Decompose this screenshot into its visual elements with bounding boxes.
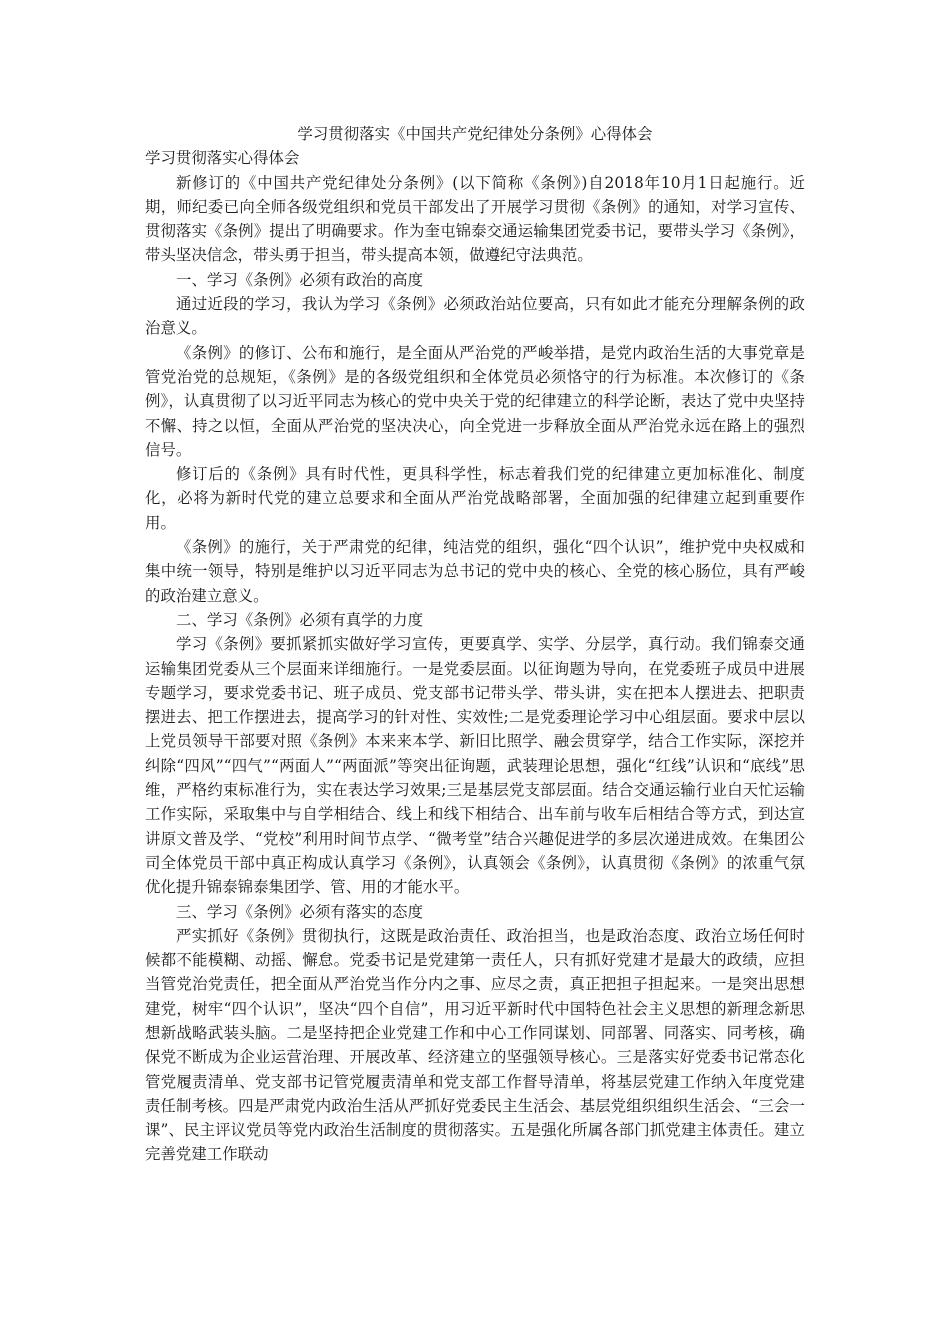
section-heading-2: 二、学习《条例》必须有真学的力度 xyxy=(176,610,424,629)
section-heading-3: 三、学习《条例》必须有落实的态度 xyxy=(176,902,424,921)
section-1-paragraph-3: 修订后的《条例》具有时代性，更具科学性，标志着我们党的纪律建立更加标准化、制度化，必将为新时代党的建立总要求和全面从严治党战略部署，全面加强的纪律建立起到重要作用。 xyxy=(145,465,805,532)
section-heading-1: 一、学习《条例》必须有政治的高度 xyxy=(176,270,424,289)
section-1-paragraph-1: 通过近段的学习，我认为学习《条例》必须政治站位要高，只有如此才能充分理解条例的政治意义。 xyxy=(145,295,805,338)
section-2-paragraph-1: 学习《条例》要抓紧抓实做好学习宣传，更要真学、实学、分层学，真行动。我们锦泰交通运输集团党委从三个层面来详细施行。一是党委层面。以征询题为导向，在党委班子成员中进展专题学习，要求党委书记、班子成员、党支部书记带头学、带头讲，实在把本人摆进去、把职责摆进去、把工作摆进去，提高学习的针对性、实效性;二是党委理论学习中心组层面。要求中层以上党员领导干部要对照《条例》本来来本学、新旧比照学、融会贯穿学，结合工作实际，深挖并纠除“四风”“四气”“两面人”“两面派”等突出征询题，武装理论思想，强化“红线”认识和“底线”思维，严格约束标准行为，实在表达学习效果;三是基层党支部层面。结合交通运输行业白天忙运输工作实际，采取集中与自学相结合、线上和线下相结合、出车前与收车后相结合等方式，到达宣讲原文普及学、“党校”利用时间节点学、“微考堂”结合兴趣促进学的多层次递进成效。在集团公司全体党员干部中真正构成认真学习《条例》，认真领会《条例》，认真贯彻《条例》的浓重气氛优化提升锦泰锦泰集团学、管、用的才能水平。 xyxy=(145,635,805,897)
document-subtitle: 学习贯彻落实心得体会 xyxy=(145,149,300,168)
document-body xyxy=(145,122,805,1167)
intro-paragraph: 新修订的《中国共产党纪律处分条例》(以下简称《条例》)自2018年10月1日起施行。近期，师纪委已向全师各级党组织和党员干部发出了开展学习贯彻《条例》的通知，对学习宣传、贯彻落实《条例》提出了明确要求。作为奎屯锦泰交通运输集团党委书记，要带头学习《条例》，带头坚决信念，带头勇于担当，带头提高本领，做遵纪守法典范。 xyxy=(145,173,805,265)
section-3-paragraph-1: 严实抓好《条例》贯彻执行，这既是政治责任、政治担当，也是政治态度、政治立场任何时候都不能模糊、动摇、懈怠。党委书记是党建第一责任人，只有抓好党建才是最大的政绩，应担当管党治党责任，把全面从严治党当作分内之事、应尽之责，真正把担子担起来。一是突出思想建党，树牢“四个认识”，坚决“四个自信”，用习近平新时代中国特色社会主义思想的新理念新思想新战略武装头脑。二是坚持把企业党建工作和中心工作同谋划、同部署、同落实、同考核，确保党不断成为企业运营治理、开展改革、经济建立的坚强领导核心。三是落实好党委书记常态化管党履责清单、党支部书记管党履责清单和党支部工作督导清单，将基层党建工作纳入年度党建责任制考核。四是严肃党内政治生活从严抓好党委民主生活会、基层党组织组织生活会、“三会一课”、民主评议党员等党内政治生活制度的贯彻落实。五是强化所属各部门抓党建主体责任。建立完善党建工作联动 xyxy=(145,926,805,1164)
section-1-paragraph-4: 《条例》的施行，关于严肃党的纪律，纯洁党的组织，强化“四个认识”，维护党中央权威和集中统一领导，特别是维护以习近平同志为总书记的党中央的核心、全党的核心肠位，具有严峻的政治建立意义。 xyxy=(145,538,805,605)
section-1-paragraph-2: 《条例》的修订、公布和施行，是全面从严治党的严峻举措，是党内政治生活的大事党章是管党治党的总规矩，《条例》是的各级党组织和全体党员必须恪守的行为标准。本次修订的《条例》，认真贯彻了以习近平同志为核心的党中央关于党的纪律建立的科学论断，表达了党中央坚持不懈、持之以恒，全面从严治党的坚决决心，向全党进一步释放全面从严治党永远在路上的强烈信号。 xyxy=(145,343,805,459)
document-title: 学习贯彻落实《中国共产党纪律处分条例》心得体会 xyxy=(297,125,653,143)
